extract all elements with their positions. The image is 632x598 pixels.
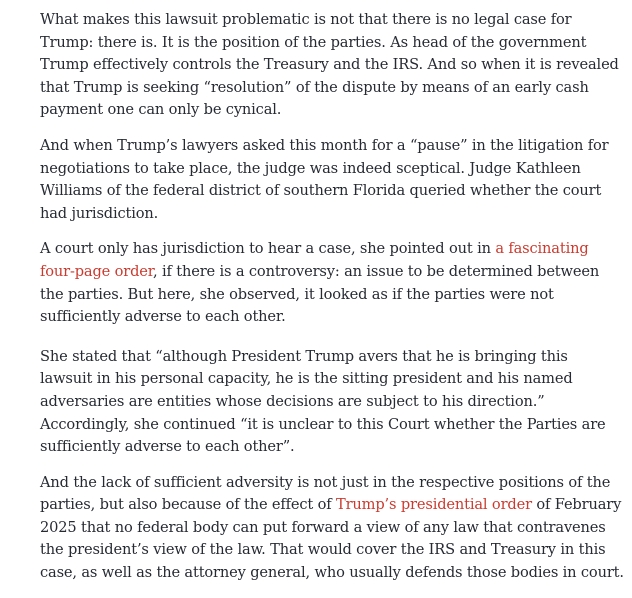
presidential-order-link[interactable]: Trump’s presidential order: [336, 496, 532, 514]
paragraph-position-of-parties: [40, 9, 624, 122]
paragraph-lack-of-adversity: [40, 472, 624, 585]
paragraph-1-text: What makes this lawsuit problematic is not that there is no legal case for Trump: there is. It is the position of the parties. As head of the government Trump effectively controls the Treasury and the IRS. And so when it is revealed that Trump is seeking “resolution” of the dispute by means of an early cash payment one can only be cynical.: [40, 11, 619, 119]
article-body: [40, 9, 624, 598]
paragraph-jurisdiction: [40, 238, 624, 328]
paragraph-5-text-before: And the lack of sufficient adversity is not just in the respective positions of the parties, but also because of the effect of: [40, 473, 611, 514]
paragraph-3-text-before: A court only has jurisdiction to hear a case, she pointed out in: [40, 240, 496, 258]
paragraph-4-text: She stated that “although President Trump avers that he is bringing this lawsuit in his personal capacity, he is the sitting president and his named adversaries are entities whose decisions are subject to his direction.” Accordingly, she continued “it is unclear to this Court whether the Parties are sufficiently adverse to each other”.: [40, 347, 606, 456]
paragraph-3-text-after: , if there is a controversy: an issue to be determined between the parties. But here, she observed, it looked as if the parties were not sufficiently adverse to each other.: [40, 262, 600, 326]
paragraph-2-text: And when Trump’s lawyers asked this month for a “pause” in the litigation for negotiations to take place, the judge was indeed sceptical. Judge Kathleen Williams of the federal district of southern Florida queried whether the court had jurisdiction.: [40, 136, 609, 222]
paragraph-judge-statement: [40, 346, 624, 459]
paragraph-5-text-after: of February 2025 that no federal body can put forward a view of any law that contravenes the president’s view of the law. That would cover the IRS and Treasury in this case, as well as the attorney general, who usually defends those bodies in court.: [40, 496, 624, 582]
four-page-order-link[interactable]: a fascinating four-page order: [40, 240, 589, 280]
paragraph-judge-sceptical: [40, 135, 624, 225]
